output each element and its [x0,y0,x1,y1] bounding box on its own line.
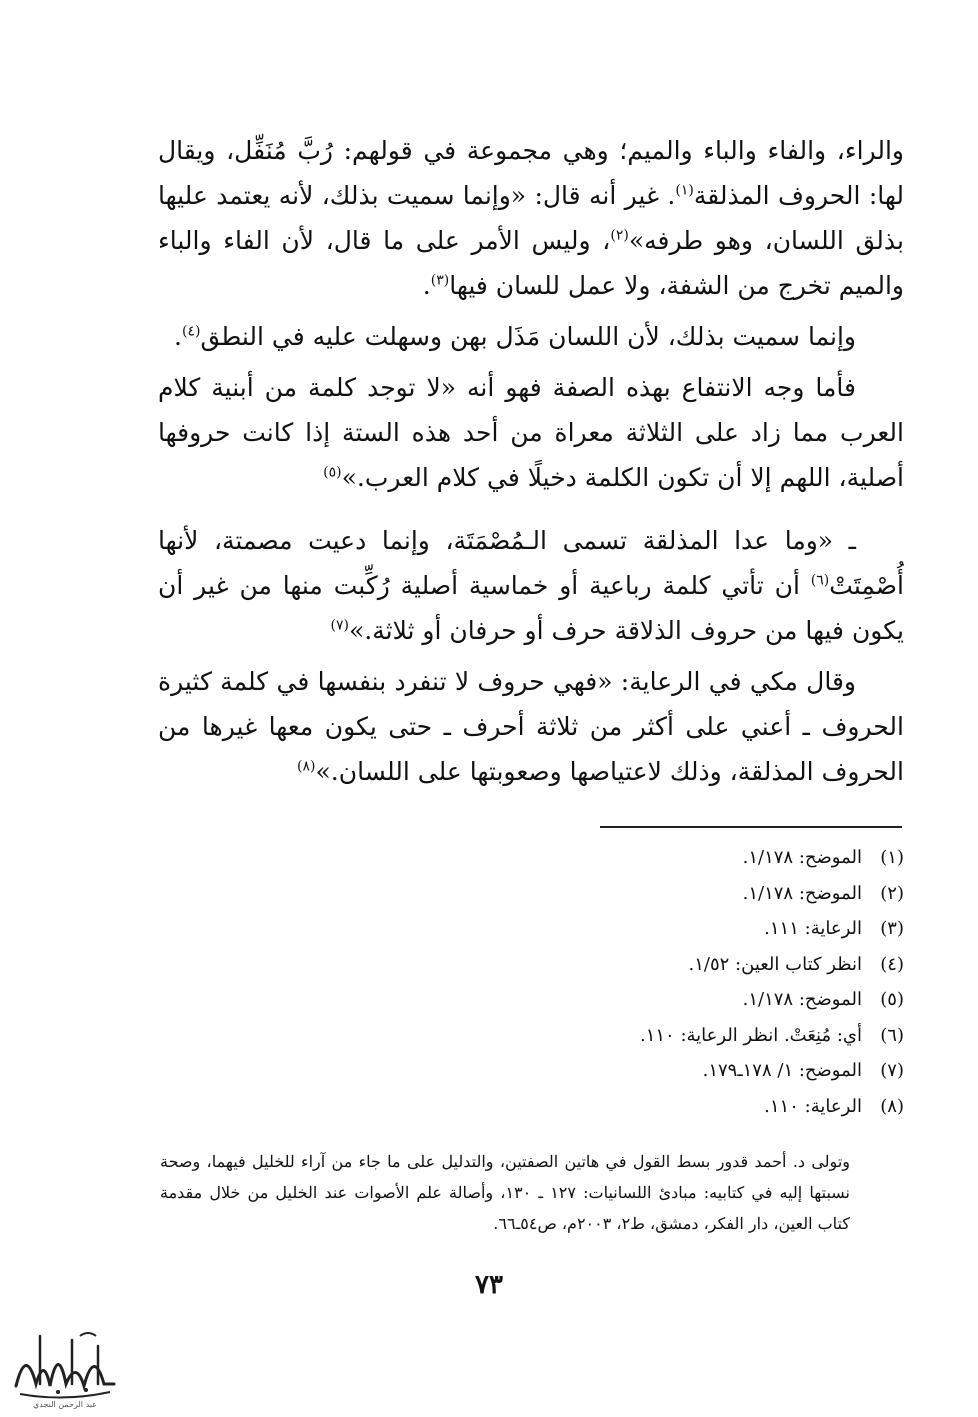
footnote-ref[interactable]: (٦) [810,572,830,589]
footnote-text: الرعاية: ١١٠. [764,1095,862,1117]
footnotes [160,844,904,1128]
footnote-ref[interactable]: (٨) [297,758,316,775]
footnote-5 [160,986,904,1022]
footnote-number: (٣) [880,918,904,939]
footnote-text: انظر كتاب العين: ١/٥٢. [688,953,862,975]
footnote-4 [160,951,904,987]
footnote-divider [600,826,902,828]
calligraphy-stamp [6,1326,124,1412]
page-number: ٧٣ [475,1270,503,1300]
footnote-text: الموضح: ١/١٧٨. [742,847,862,868]
footnote-number: (٨) [880,1095,904,1117]
footnote-number: (١) [880,847,904,868]
footnote-ref[interactable]: (٥) [323,464,342,481]
paragraph-4: ـ «وما عدا المذلقة تسمى الـمُصْمَتَة، وإنما دعيت مصمتة، لأنها أُصْمِتَتْ$^{(٦)}$ أن تأتي كلمة رباعية أو خماسية أصلية رُكِّبت منها من غير أن يكون فيها من حروف الذلاقة حرف أو حرفان أو ثلاثة.»$^{(٧)}$ [158,526,904,645]
footnote-ref[interactable]: (٢) [610,227,629,244]
footnote-number: (٦) [880,1024,904,1046]
footnote-8 [160,1093,904,1129]
footnote-text: الموضح: ١/ ١٧٨ـ١٧٩. [702,1060,862,1081]
stamp-subtext: عبد الرحمن النجدي [33,1400,97,1409]
footnote-2 [160,880,904,916]
calligraphy-logo-icon [6,1326,124,1402]
footnote-text: الموضح: ١/١٧٨. [742,989,862,1010]
footnote-ref[interactable]: (٧) [330,617,349,634]
paragraph-1: والراء، والفاء والباء والميم؛ وهي مجموعة في قولهم: رُبَّ مُنَفِّل، ويقال لها: الحروف المذلقة$^{(١)}$. غير أنه قال: «وإنما سميت بذلك، لأنه يعتمد عليها بذلق اللسان، وهو طرفه»$^{(٢)}$، وليس الأمر على ما قال، لأن الفاء والباء والميم تخرج من الشفة، ولا عمل للسان فيها$^{(٣)}$. [158,136,905,300]
footnote-number: (٤) [880,953,904,975]
footnote-text: الموضح: ١/١٧٨. [742,882,862,904]
footnote-6 [160,1022,904,1058]
footnote-number: (٥) [880,989,904,1010]
footnote-text: أي: مُنِعَتْ. انظر الرعاية: ١١٠. [639,1024,862,1046]
footnote-ref[interactable]: (١) [675,182,694,199]
footnote-1 [160,844,904,880]
extra-note: وتولى د. أحمد قدور بسط القول في هاتين الصفتين، والتدليل على ما جاء من آراء للخليل فيهما، وصحة نسبتها إليه في كتابيه: مبادئ اللسانيات: ١٢٧ ـ ١٣٠، وأصالة علم الأصوات عند الخليل من خلال مقدمة كتاب العين، دار الفكر، دمشق، ط٢، ٢٠٠٣م، ص٥٤ـ٦٦. [160,1152,851,1233]
footnote-3 [160,915,904,951]
paragraph-3: فأما وجه الانتفاع بهذه الصفة فهو أنه «لا توجد كلمة من أبنية كلام العرب مما زاد على الثلاثة معراة من أحد هذه الستة إذا كانت حروفها أصلية، اللهم إلا أن تكون الكلمة دخيلًا في كلام العرب.»$^{(٥)}$ [158,373,904,492]
footnote-number: (٢) [880,882,904,904]
paragraph-5: وقال مكي في الرعاية: «فهي حروف لا تنفرد بنفسها في كلمة كثيرة الحروف ـ أعني على أكثر من ثلاثة أحرف ـ حتى يكون معها غيرها من الحروف المذلقة، وذلك لاعتياصها وصعوبتها على اللسان.»$^{(٨)}$ [158,667,904,786]
footnote-number: (٧) [880,1060,904,1081]
footnote-7 [160,1057,904,1093]
main-text [158,128,904,794]
footnote-ref[interactable]: (٣) [430,272,450,289]
footnote-text: الرعاية: ١١١. [764,918,862,939]
paragraph-2: وإنما سميت بذلك، لأن اللسان مَذَل بهن وسهلت عليه في النطق$^{(٤)}$. [174,322,856,351]
footnote-ref[interactable]: (٤) [182,323,201,340]
